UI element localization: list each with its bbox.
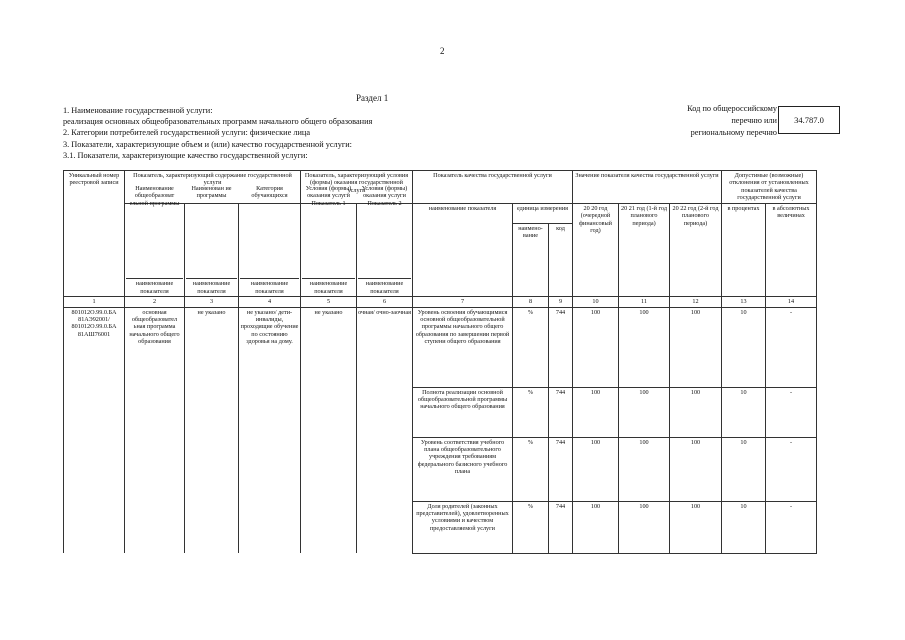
header-values-group: Значение показателя качества государственной услуги bbox=[573, 171, 722, 204]
header-sub2: Наименован ие программы bbox=[185, 203, 239, 275]
code-cell: 744 bbox=[549, 307, 573, 387]
header-indicator-name: наименование показателя bbox=[413, 203, 513, 275]
table-row bbox=[64, 307, 817, 387]
col-num: 9 bbox=[549, 297, 573, 307]
code-label-line1: Код по общероссийскому bbox=[687, 104, 777, 113]
header-year1: 20 20 год (очередной финансовый год) bbox=[573, 203, 619, 275]
category-cell: не указано/ дети-инвалиды, проходящие обучение по состоянию здоровья на дому. bbox=[239, 307, 301, 553]
code-cell: 744 bbox=[549, 437, 573, 501]
value2-cell: 100 bbox=[619, 437, 670, 501]
value1-cell: 100 bbox=[573, 501, 619, 553]
header-unit-code: код bbox=[549, 223, 573, 275]
absolute-cell: - bbox=[766, 387, 817, 437]
service-name-label: 1. Наименование государственной услуги: bbox=[63, 106, 213, 115]
percent-cell: 10 bbox=[722, 501, 766, 553]
code-label-line3: региональному перечню bbox=[690, 128, 777, 137]
header-sub4: Условия (формы) оказания услуги Показатель 1 bbox=[301, 203, 357, 275]
service-name-value: реализация основных общеобразовательных программ начального общего образования bbox=[63, 117, 373, 126]
indicator-cell: Доля родителей (законных представителей), удовлетворенных условиями и качеством предоставляемой услуги bbox=[413, 501, 513, 553]
header-quality-group: Показатель качества государственной услуги bbox=[413, 171, 573, 204]
header-year3: 20 22 год (2-й год планового периода) bbox=[670, 203, 722, 275]
section-title: Раздел 1 bbox=[356, 93, 389, 103]
indicator-cell: Уровень соответствия учебного плана общеобразовательного учреждения требованиям федерального базисного учебного плана bbox=[413, 437, 513, 501]
unit-cell: % bbox=[513, 387, 549, 437]
header-unit: единица измерения bbox=[513, 203, 573, 223]
header-unit-name: наимено-вание bbox=[513, 223, 549, 275]
percent-cell: 10 bbox=[722, 387, 766, 437]
header-year2: 20 21 год (1-й год планового периода) bbox=[619, 203, 670, 275]
program-name-cell: не указано bbox=[185, 307, 239, 553]
col-num: 12 bbox=[670, 297, 722, 307]
code-cell: 744 bbox=[549, 501, 573, 553]
col-num: 13 bbox=[722, 297, 766, 307]
value2-cell: 100 bbox=[619, 307, 670, 387]
caption-5: наименование показателя bbox=[357, 275, 413, 296]
header-conditions-group: Показатель, характеризующий условия (формы) оказания государственной услуги bbox=[301, 171, 413, 204]
condition2-cell: очная/ очно-заочная bbox=[357, 307, 413, 553]
program-cell: основная общеобразовател ьная программа начального общего образования bbox=[125, 307, 185, 553]
percent-cell: 10 bbox=[722, 307, 766, 387]
quality-indicators-heading: 3.1. Показатели, характеризующие качество государственной услуги: bbox=[63, 151, 308, 160]
col-num: 8 bbox=[513, 297, 549, 307]
col-num: 4 bbox=[239, 297, 301, 307]
header-sub5: Условия (формы) оказания услуги Показатель 2 bbox=[357, 203, 413, 275]
consumer-category: 2. Категории потребителей государственной услуги: физические лица bbox=[63, 128, 311, 137]
caption-1: наименование показателя bbox=[125, 275, 185, 296]
absolute-cell: - bbox=[766, 307, 817, 387]
column-number-row bbox=[64, 297, 817, 307]
percent-cell: 10 bbox=[722, 437, 766, 501]
value1-cell: 100 bbox=[573, 307, 619, 387]
header-in-percent: в процентах bbox=[722, 203, 766, 275]
header-sub1: Наименование общеобразоват ельной программы bbox=[125, 203, 185, 275]
value3-cell: 100 bbox=[670, 307, 722, 387]
value3-cell: 100 bbox=[670, 501, 722, 553]
value2-cell: 100 bbox=[619, 387, 670, 437]
header-unique-number: Уникальный номер реестровой записи bbox=[64, 171, 125, 276]
absolute-cell: - bbox=[766, 437, 817, 501]
col-num: 5 bbox=[301, 297, 357, 307]
absolute-cell: - bbox=[766, 501, 817, 553]
indicator-cell: Полнота реализации основной общеобразовательной программы начального общего образования bbox=[413, 387, 513, 437]
header-deviation-group: Допустимые (возможные) отклонения от установленных показателей качества государственной услуги bbox=[722, 171, 817, 204]
caption-4: наименование показателя bbox=[301, 275, 357, 296]
code-cell: 744 bbox=[549, 387, 573, 437]
condition1-cell: не указано bbox=[301, 307, 357, 553]
value1-cell: 100 bbox=[573, 387, 619, 437]
page-number: 2 bbox=[440, 46, 445, 56]
indicators-heading: 3. Показатели, характеризующие объем и (или) качество государственной услуги: bbox=[63, 140, 352, 149]
header-in-absolute: в абсолютных величинах bbox=[766, 203, 817, 275]
value1-cell: 100 bbox=[573, 437, 619, 501]
unique-number-cell: 801012О.99.0.БА 81АЭ92001/ 801012О.99.0.БА 81АШ76001 bbox=[64, 307, 125, 553]
col-num: 10 bbox=[573, 297, 619, 307]
col-num: 1 bbox=[64, 297, 125, 307]
value3-cell: 100 bbox=[670, 437, 722, 501]
registry-code-box: 34.787.0 bbox=[778, 106, 840, 134]
unit-cell: % bbox=[513, 437, 549, 501]
value2-cell: 100 bbox=[619, 501, 670, 553]
col-num: 2 bbox=[125, 297, 185, 307]
value3-cell: 100 bbox=[670, 387, 722, 437]
unit-cell: % bbox=[513, 307, 549, 387]
col-num: 6 bbox=[357, 297, 413, 307]
header-content-group: Показатель, характеризующий содержание государственной услуги bbox=[125, 171, 301, 204]
col-num: 3 bbox=[185, 297, 239, 307]
col-num: 7 bbox=[413, 297, 513, 307]
code-label-line2: перечню или bbox=[731, 116, 777, 125]
header-sub3: Категория обучающихся bbox=[239, 203, 301, 275]
unit-cell: % bbox=[513, 501, 549, 553]
quality-indicators-table bbox=[63, 170, 817, 554]
col-num: 14 bbox=[766, 297, 817, 307]
col-num: 11 bbox=[619, 297, 670, 307]
caption-3: наименование показателя bbox=[239, 275, 301, 296]
indicator-cell: Уровень освоения обучающимися основной общеобразовательной программы начального общего образования по завершении первой ступени общего образования bbox=[413, 307, 513, 387]
caption-2: наименование показателя bbox=[185, 275, 239, 296]
